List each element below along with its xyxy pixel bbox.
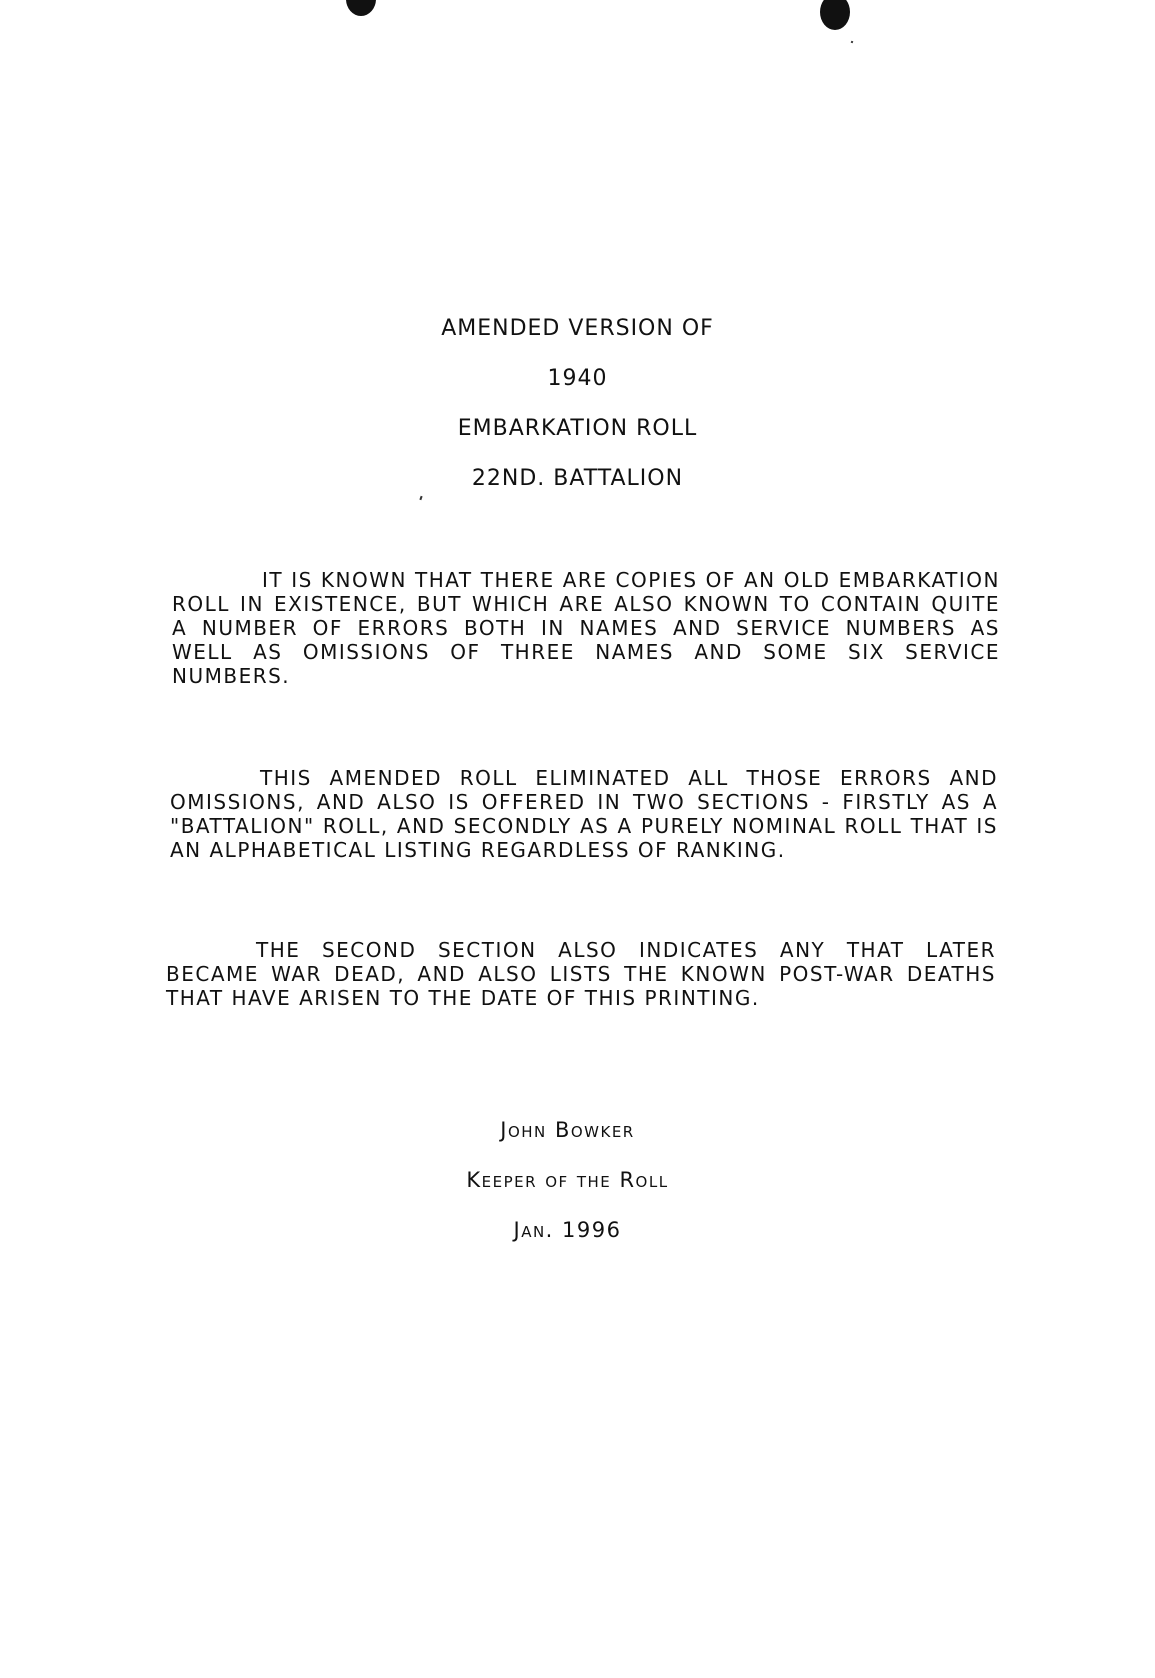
punch-hole-right [820, 0, 850, 30]
heading-line-4: 22ND. BATTALION [471, 466, 684, 491]
stray-mark [851, 41, 854, 44]
heading-line-1: AMENDED VERSION OF [441, 316, 714, 341]
paragraph-3-text: THE SECOND SECTION ALSO INDICATES ANY THAT LATER BECAME WAR DEAD, AND ALSO LISTS THE KNOWN POST-WAR DEATHS THAT HAVE ARISEN TO THE DATE OF THIS PRINTING. [166, 938, 996, 1010]
signature-name-text: John Bowker [500, 1118, 635, 1142]
paragraph-1-text: IT IS KNOWN THAT THERE ARE COPIES OF AN OLD EMBARKATION ROLL IN EXISTENCE, BUT WHICH ARE ALSO KNOWN TO CONTAIN QUITE A NUMBER OF ERRORS BOTH IN NAMES AND SERVICE NUMBERS AS WELL AS OMISSIONS OF THREE NAMES AND SOME SIX SERVICE NUMBERS. [172, 568, 1000, 688]
paragraph-2 [170, 766, 998, 862]
stray-mark [419, 496, 422, 500]
heading-line-2: 1940 [547, 366, 608, 391]
signature-title-text: Keeper of the Roll [466, 1168, 669, 1192]
punch-hole-left [346, 0, 376, 16]
signature-date-text: Jan. 1996 [513, 1218, 622, 1242]
paragraph-2-text: THIS AMENDED ROLL ELIMINATED ALL THOSE ERRORS AND OMISSIONS, AND ALSO IS OFFERED IN TWO SECTIONS - FIRSTLY AS A "BATTALION" ROLL, AND SECONDLY AS A PURELY NOMINAL ROLL THAT IS AN ALPHABETICAL LISTING REGARDLESS OF RANKING. [170, 766, 998, 862]
heading-line-3: EMBARKATION ROLL [457, 416, 698, 441]
paragraph-3 [166, 938, 996, 1010]
signature-date [0, 1218, 1145, 1242]
paragraph-1 [172, 568, 1000, 688]
signature-title [0, 1168, 1145, 1192]
signature-name [0, 1118, 1145, 1142]
